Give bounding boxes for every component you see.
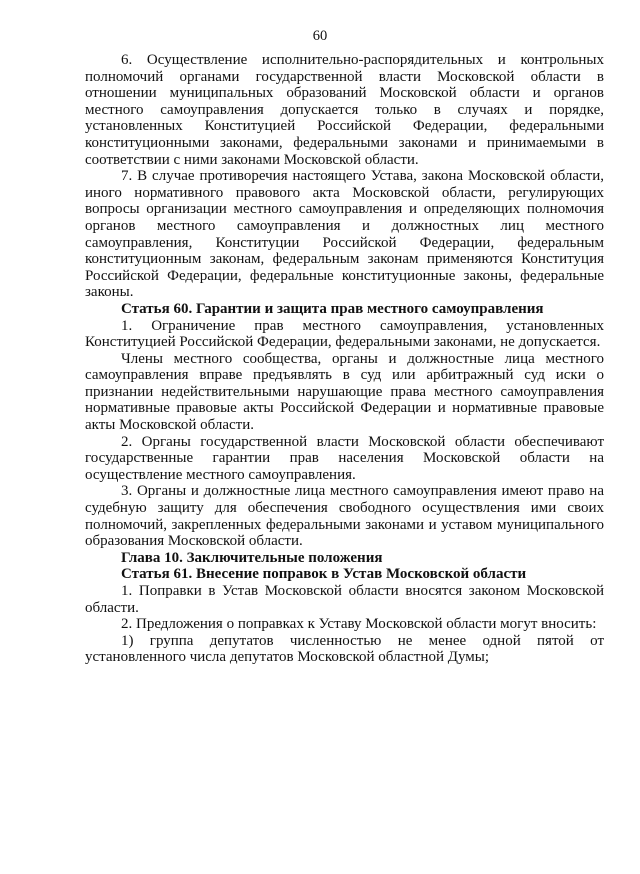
article-60-heading: Статья 60. Гарантии и защита прав местного самоуправления	[121, 300, 544, 317]
article-60-paragraph-1: 1. Ограничение прав местного самоуправления, установленных Конституцией Российской Федерации, федеральными законами, не допускается.	[85, 317, 604, 351]
article-60-paragraph-2: 2. Органы государственной власти Московской области обеспечивают государственные гарантии прав населения Московской области на осуществление местного самоуправления.	[85, 433, 604, 483]
paragraph-7: 7. В случае противоречия настоящего Устава, закона Московской области, иного нормативного правового акта Московской области, регулирующих вопросы организации местного самоуправления и определяющих полномочия органов местного самоуправления и должностных лиц местного самоуправления, Конституции Российской Федерации, федеральным конституционным законам, федеральным законам применяются Конституция Российской Федерации, федеральные конституционные законы, федеральные законы.	[85, 168, 604, 301]
article-61-heading: Статья 61. Внесение поправок в Устав Московской области	[121, 566, 527, 583]
page-number: 60	[312, 28, 328, 44]
chapter-10-heading: Глава 10. Заключительные положения	[121, 549, 383, 566]
paragraph-6: 6. Осуществление исполнительно-распорядительных и контрольных полномочий органами государственной власти Московской области в отношении муниципальных образований Московской области и органов местного самоуправления допускается только в случаях и порядке, установленных Конституцией Российской Федерации, федеральными конституционными законами, федеральными законами и принимаемыми в соответствии с ними законами Московской области.	[85, 52, 604, 168]
document-body	[85, 52, 604, 666]
article-61-paragraph-2-item-1: 1) группа депутатов численностью не менее одной пятой от установленного числа депутатов Московской областной Думы;	[85, 632, 604, 666]
article-61-paragraph-2: 2. Предложения о поправках к Уставу Московской области могут вносить:	[121, 616, 597, 633]
article-60-paragraph-3: 3. Органы и должностные лица местного самоуправления имеют право на судебную защиту для обеспечения свободного осуществления ими своих полномочий, закрепленных федеральными законами и уставом муниципального образования Московской области.	[85, 483, 604, 550]
article-60-paragraph-1b: Члены местного сообщества, органы и должностные лица местного самоуправления вправе предъявлять в суд или арбитражный суд иски о признании недействительными нарушающие права местного самоуправления нормативные правовые акты Российской Федерации и нормативные правовые акты Московской области.	[85, 350, 604, 434]
article-61-paragraph-1: 1. Поправки в Устав Московской области вносятся законом Московской области.	[85, 583, 604, 616]
